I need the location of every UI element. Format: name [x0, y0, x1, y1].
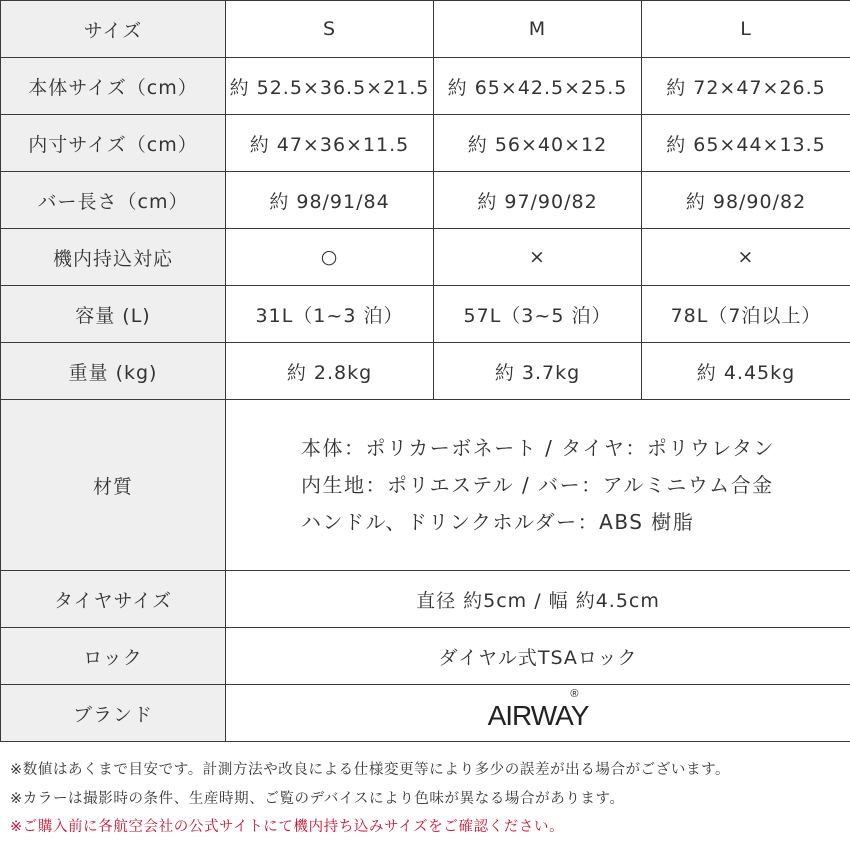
- cell-s: 約 47×36×11.5: [226, 115, 434, 172]
- cell-m: 57L（3~5 泊）: [434, 286, 642, 343]
- table-row-material: [1, 400, 850, 571]
- cell-s: ○: [226, 229, 434, 286]
- cell-m: 約 65×42.5×25.5: [434, 58, 642, 115]
- material-label: 材質: [1, 400, 226, 571]
- cell-l: 78L（7泊以上）: [642, 286, 850, 343]
- row-label: 内寸サイズ（cm）: [1, 115, 226, 172]
- size-m-header: M: [434, 1, 642, 58]
- cell-l: 約 4.45kg: [642, 343, 850, 400]
- cell-s: 約 98/91/84: [226, 172, 434, 229]
- cell-s: 31L（1~3 泊）: [226, 286, 434, 343]
- lock-label: ロック: [1, 628, 226, 685]
- table-row-bar-length: [1, 172, 850, 229]
- brand-label: ブランド: [1, 685, 226, 742]
- material-line: 内生地：ポリエステル / バー：アルミニウム合金: [300, 472, 774, 497]
- note-color: ※カラーは撮影時の条件、生産時期、ご覧のデバイスにより色味が異なる場合があります。: [10, 790, 625, 807]
- cell-m: 約 97/90/82: [434, 172, 642, 229]
- registered-mark: ®: [570, 688, 579, 700]
- table-row-lock: [1, 628, 850, 685]
- notes: [10, 756, 730, 842]
- material-cell: [226, 400, 850, 571]
- material-lines: [301, 430, 775, 541]
- tire-value: 直径 約5cm / 幅 約4.5cm: [226, 571, 850, 628]
- cell-m: 約 3.7kg: [434, 343, 642, 400]
- cell-l: 約 65×44×13.5: [642, 115, 850, 172]
- row-label: バー長さ（cm）: [1, 172, 226, 229]
- brand-logo: [487, 688, 589, 732]
- table-row-carry-on: [1, 229, 850, 286]
- table-row-weight: [1, 343, 850, 400]
- table-row-capacity: [1, 286, 850, 343]
- row-label: 機内持込対応: [1, 229, 226, 286]
- note-airline-warning: ※ご購入前に各航空会社の公式サイトにて機内持ち込みサイズをご確認ください。: [10, 819, 565, 835]
- cell-l: 約 98/90/82: [642, 172, 850, 229]
- table-row-tire-size: [1, 571, 850, 628]
- cell-m: ×: [434, 229, 642, 286]
- cell-l: 約 72×47×26.5: [642, 58, 850, 115]
- row-label: 重量 (kg): [1, 343, 226, 400]
- lock-value: ダイヤル式TSAロック: [226, 628, 850, 685]
- cell-m: 約 56×40×12: [434, 115, 642, 172]
- size-s-header: S: [226, 1, 434, 58]
- table-row-brand: [1, 685, 850, 742]
- brand-cell: [226, 685, 850, 742]
- table-row-inner-size: [1, 115, 850, 172]
- cell-s: 約 2.8kg: [226, 343, 434, 400]
- material-line: 本体：ポリカーボネート / タイヤ：ポリウレタン: [300, 435, 776, 460]
- cell-l: ×: [642, 229, 850, 286]
- cell-s: 約 52.5×36.5×21.5: [226, 58, 434, 115]
- row-label: 本体サイズ（cm）: [1, 58, 226, 115]
- header-row: [1, 1, 850, 58]
- brand-logo-text: AIRWAY: [487, 700, 589, 731]
- note-measurement: ※数値はあくまで目安です。計測方法や改良による仕様変更等により多少の誤差が出る場合がございます。: [10, 762, 731, 778]
- size-header-label: サイズ: [1, 1, 226, 58]
- tire-label: タイヤサイズ: [1, 571, 226, 628]
- size-l-header: L: [642, 1, 850, 58]
- row-label: 容量 (L): [1, 286, 226, 343]
- material-line: ハンドル、ドリンクホルダー：ABS 樹脂: [300, 509, 695, 534]
- table-row-body-size: [1, 58, 850, 115]
